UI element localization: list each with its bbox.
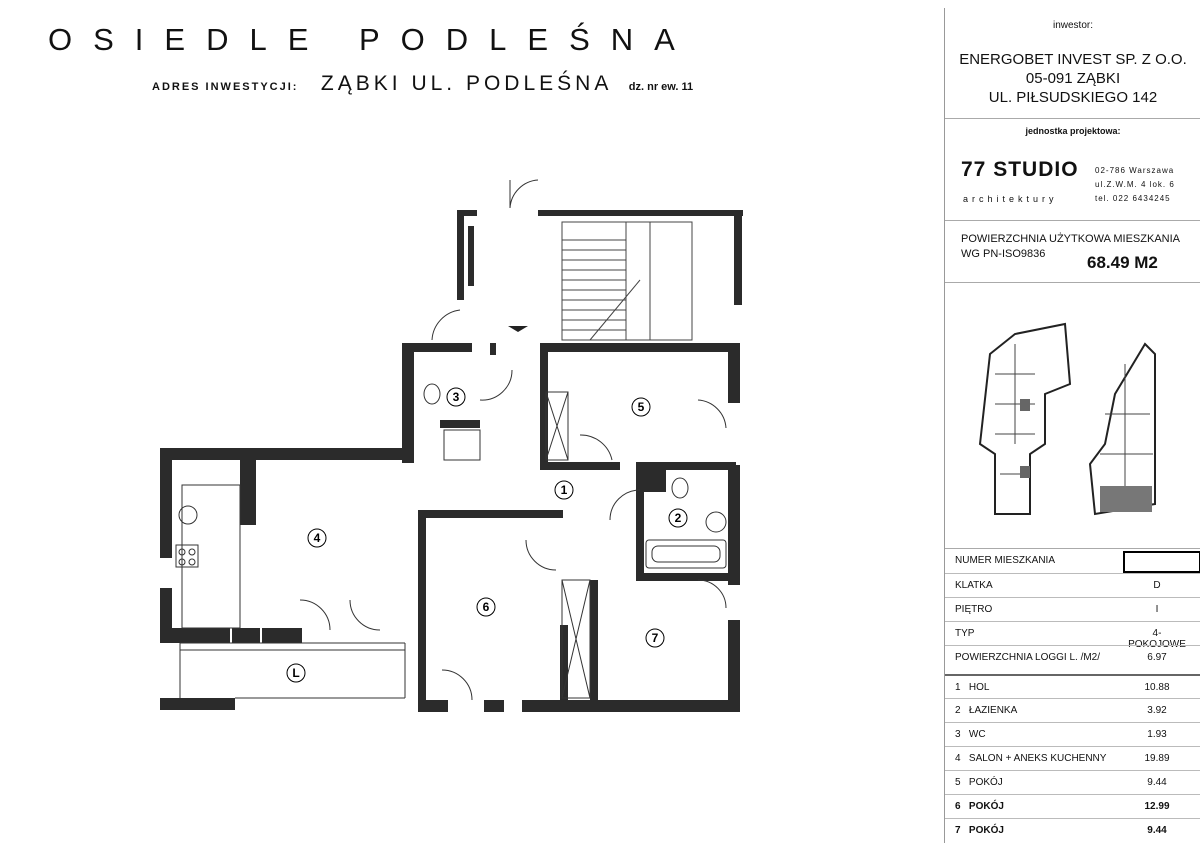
room-area: 12.99 (1144, 801, 1170, 812)
address-value: ZĄBKI UL. PODLEŚNA (320, 72, 613, 95)
loggia-label: POWIERZCHNIA LOGGI L. /M2/ (955, 652, 1101, 663)
room-label-2 (669, 509, 687, 527)
studio-logo: 77 STUDIO (961, 158, 1079, 181)
building-key-plan (975, 314, 1175, 534)
room-label-6 (477, 598, 495, 616)
floor-label: PIĘTRO (955, 604, 993, 615)
investor-label: inwestor: (1052, 20, 1093, 31)
room-row (945, 770, 1200, 794)
info-panel (944, 8, 1200, 843)
loggia-row (945, 645, 1200, 674)
room-row (945, 722, 1200, 746)
room-label-4 (308, 529, 326, 547)
usable-area-label-2: WG PN-ISO9836 (961, 248, 1046, 260)
room-area: 3.92 (1147, 705, 1167, 716)
svg-text:L: L (292, 666, 300, 680)
room-name: HOL (968, 682, 990, 693)
room-no: 3 (955, 729, 961, 740)
room-name: WC (968, 729, 986, 740)
investor-line-3: UL. PIŁSUDSKIEGO 142 (988, 89, 1158, 106)
apartment-number-row (945, 549, 1200, 572)
room-name: POKÓJ (968, 825, 1004, 836)
room-area: 1.93 (1147, 729, 1167, 740)
studio-address-line-3: tel. 022 6434245 (1095, 194, 1171, 203)
floor-row (945, 597, 1200, 621)
type-label: TYP (955, 628, 975, 639)
room-name: POKÓJ (968, 801, 1004, 812)
svg-text:6: 6 (482, 600, 490, 614)
investor-name (945, 50, 1200, 107)
room-name: SALON + ANEKS KUCHENNY (968, 753, 1107, 764)
svg-text:7: 7 (651, 631, 659, 645)
room-label-1 (555, 481, 573, 499)
room-no: 6 (955, 801, 961, 812)
studio-address (1095, 164, 1175, 206)
room-area: 10.88 (1144, 682, 1170, 693)
apartment-number-label: NUMER MIESZKANIA (955, 555, 1056, 566)
stairwell-row (945, 573, 1200, 597)
room-no: 5 (955, 777, 961, 788)
floor-value: I (1155, 604, 1159, 615)
room-label-loggia (287, 664, 305, 682)
svg-text:1: 1 (560, 483, 568, 497)
svg-text:3: 3 (452, 390, 460, 404)
investor-line-2: 05-091 ZĄBKI (1025, 70, 1121, 87)
room-name: POKÓJ (968, 777, 1003, 788)
room-no: 4 (955, 753, 961, 764)
entrance-arrow-icon (508, 326, 528, 332)
investor-line-1: ENERGOBET INVEST SP. Z O.O. (959, 51, 1187, 68)
room-row (945, 818, 1200, 842)
project-unit-label: jednostka projektowa: (1025, 126, 1121, 136)
room-no: 7 (955, 825, 961, 836)
room-label-5 (632, 398, 650, 416)
address-line (152, 72, 693, 96)
room-row (945, 698, 1200, 722)
stairwell-label: KLATKA (955, 580, 993, 591)
room-area: 9.44 (1147, 777, 1167, 788)
room-row (945, 674, 1200, 699)
usable-area-label-1: POWIERZCHNIA UŻYTKOWA MIESZKANIA (961, 233, 1181, 245)
project-title: OSIEDLE PODLEŚNA (48, 22, 696, 57)
room-label-3 (447, 388, 465, 406)
plot-number: dz. nr ew. 11 (628, 81, 694, 93)
svg-text:2: 2 (674, 511, 682, 525)
type-row (945, 621, 1200, 650)
usable-area-value: 68.49 M2 (1087, 253, 1158, 272)
studio-subtitle: architektury (963, 194, 1058, 204)
studio-address-line-2: ul.Z.W.M. 4 lok. 6 (1095, 180, 1175, 189)
floor-plan (150, 160, 750, 735)
loggia-value: 6.97 (1147, 652, 1167, 663)
room-area: 9.44 (1147, 825, 1167, 836)
type-value: 4-POKOJOWE (1128, 628, 1186, 650)
svg-text:5: 5 (637, 400, 645, 414)
room-row (945, 746, 1200, 770)
room-name: ŁAZIENKA (968, 705, 1018, 716)
stairwell-value: D (1153, 580, 1161, 591)
room-row (945, 794, 1200, 818)
room-no: 2 (955, 705, 961, 716)
apartment-number-box (1123, 551, 1200, 573)
studio-address-line-1: 02-786 Warszawa (1095, 166, 1175, 175)
address-label: ADRES INWESTYCJI: (152, 81, 299, 93)
room-no: 1 (955, 682, 961, 693)
svg-text:4: 4 (313, 531, 321, 545)
room-area: 19.89 (1144, 753, 1170, 764)
room-label-7 (646, 629, 664, 647)
